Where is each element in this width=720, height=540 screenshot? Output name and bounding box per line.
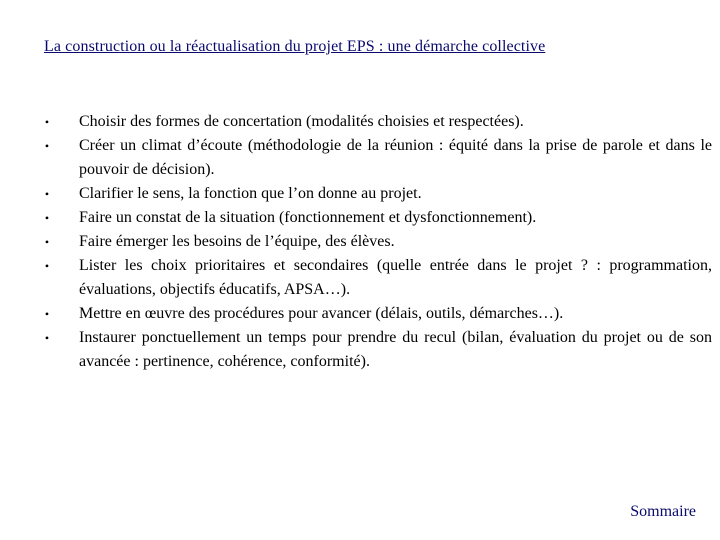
- bullet-icon: •: [44, 331, 50, 345]
- list-item-text: Instaurer ponctuellement un temps pour prendre du recul (bilan, évaluation du projet ou de son avancée : pertinence, cohérence, conformité).: [79, 329, 712, 370]
- bullet-icon: •: [44, 187, 50, 201]
- list-item-text: Choisir des formes de concertation (modalités choisies et respectées).: [79, 113, 524, 130]
- list-item-text: Créer un climat d’écoute (méthodologie de la réunion : équité dans la prise de parole et dans le pouvoir de décision).: [79, 137, 712, 178]
- list-item-text: Clarifier le sens, la fonction que l’on donne au projet.: [79, 185, 422, 202]
- bullet-icon: •: [44, 139, 50, 153]
- bullet-icon: •: [44, 307, 50, 321]
- list-item-text: Mettre en œuvre des procédures pour avancer (délais, outils, démarches…).: [79, 305, 564, 322]
- list-item-text: Faire un constat de la situation (fonctionnement et dysfonctionnement).: [79, 209, 537, 226]
- bullet-icon: •: [44, 235, 50, 249]
- list-item: [40, 134, 712, 182]
- list-item: [40, 182, 712, 206]
- list-item: [40, 230, 712, 254]
- list-item: [40, 110, 712, 134]
- bullet-icon: •: [44, 211, 50, 225]
- bullet-icon: •: [44, 259, 50, 273]
- sommaire-link[interactable]: Sommaire: [630, 503, 696, 520]
- bullet-list: [40, 110, 712, 374]
- list-item: [40, 326, 712, 374]
- bullet-icon: •: [44, 115, 50, 129]
- page-title: La construction ou la réactualisation du projet EPS : une démarche collective: [44, 38, 546, 55]
- list-item-text: Lister les choix prioritaires et secondaires (quelle entrée dans le projet ? : programmation, évaluations, objectifs éducatifs, APSA…).: [79, 257, 712, 298]
- list-item: [40, 302, 712, 326]
- list-item: [40, 206, 712, 230]
- list-item-text: Faire émerger les besoins de l’équipe, des élèves.: [79, 233, 395, 250]
- list-item: [40, 254, 712, 302]
